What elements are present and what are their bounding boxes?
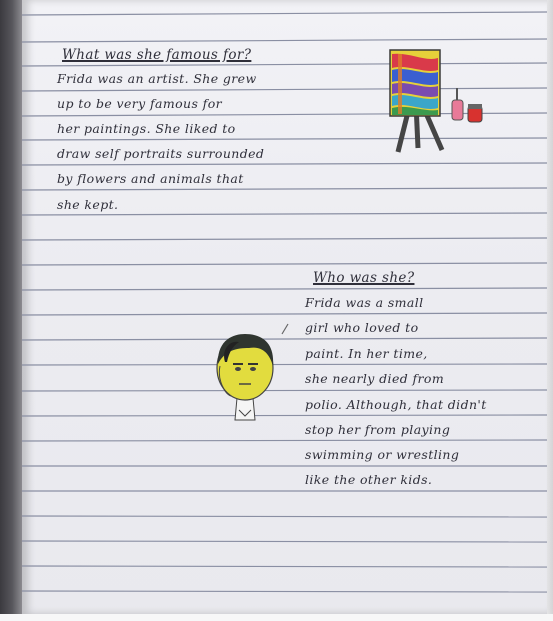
notebook-binding-edge [0, 0, 22, 621]
text-line: Frida was an artist. She grew [57, 71, 257, 86]
text-line: she kept. [57, 197, 119, 212]
text-line: by flowers and animals that [57, 171, 244, 186]
pencil-mark-icon [278, 318, 298, 338]
page-bottom-edge [0, 614, 553, 621]
text-line: Frida was a small [305, 295, 424, 310]
text-line: draw self portraits surrounded [57, 146, 265, 161]
text-line: up to be very famous for [57, 96, 223, 111]
easel-painting-drawing [380, 44, 495, 156]
text-line: paint. In her time, [305, 346, 428, 361]
notebook-page [22, 0, 547, 614]
page-right-edge [547, 0, 553, 621]
heading-who-was-she: Who was she? [313, 270, 415, 286]
text-line: swimming or wrestling [305, 447, 460, 462]
heading-famous-for: What was she famous for? [62, 47, 252, 63]
text-line: she nearly died from [305, 371, 445, 386]
text-line: polio. Although, that didn't [305, 397, 487, 412]
text-line: her paintings. She liked to [57, 121, 236, 136]
text-line: stop her from playing [305, 422, 451, 437]
text-line: like the other kids. [305, 472, 433, 487]
frida-portrait-drawing [205, 328, 285, 432]
text-line: girl who loved to [305, 320, 419, 335]
